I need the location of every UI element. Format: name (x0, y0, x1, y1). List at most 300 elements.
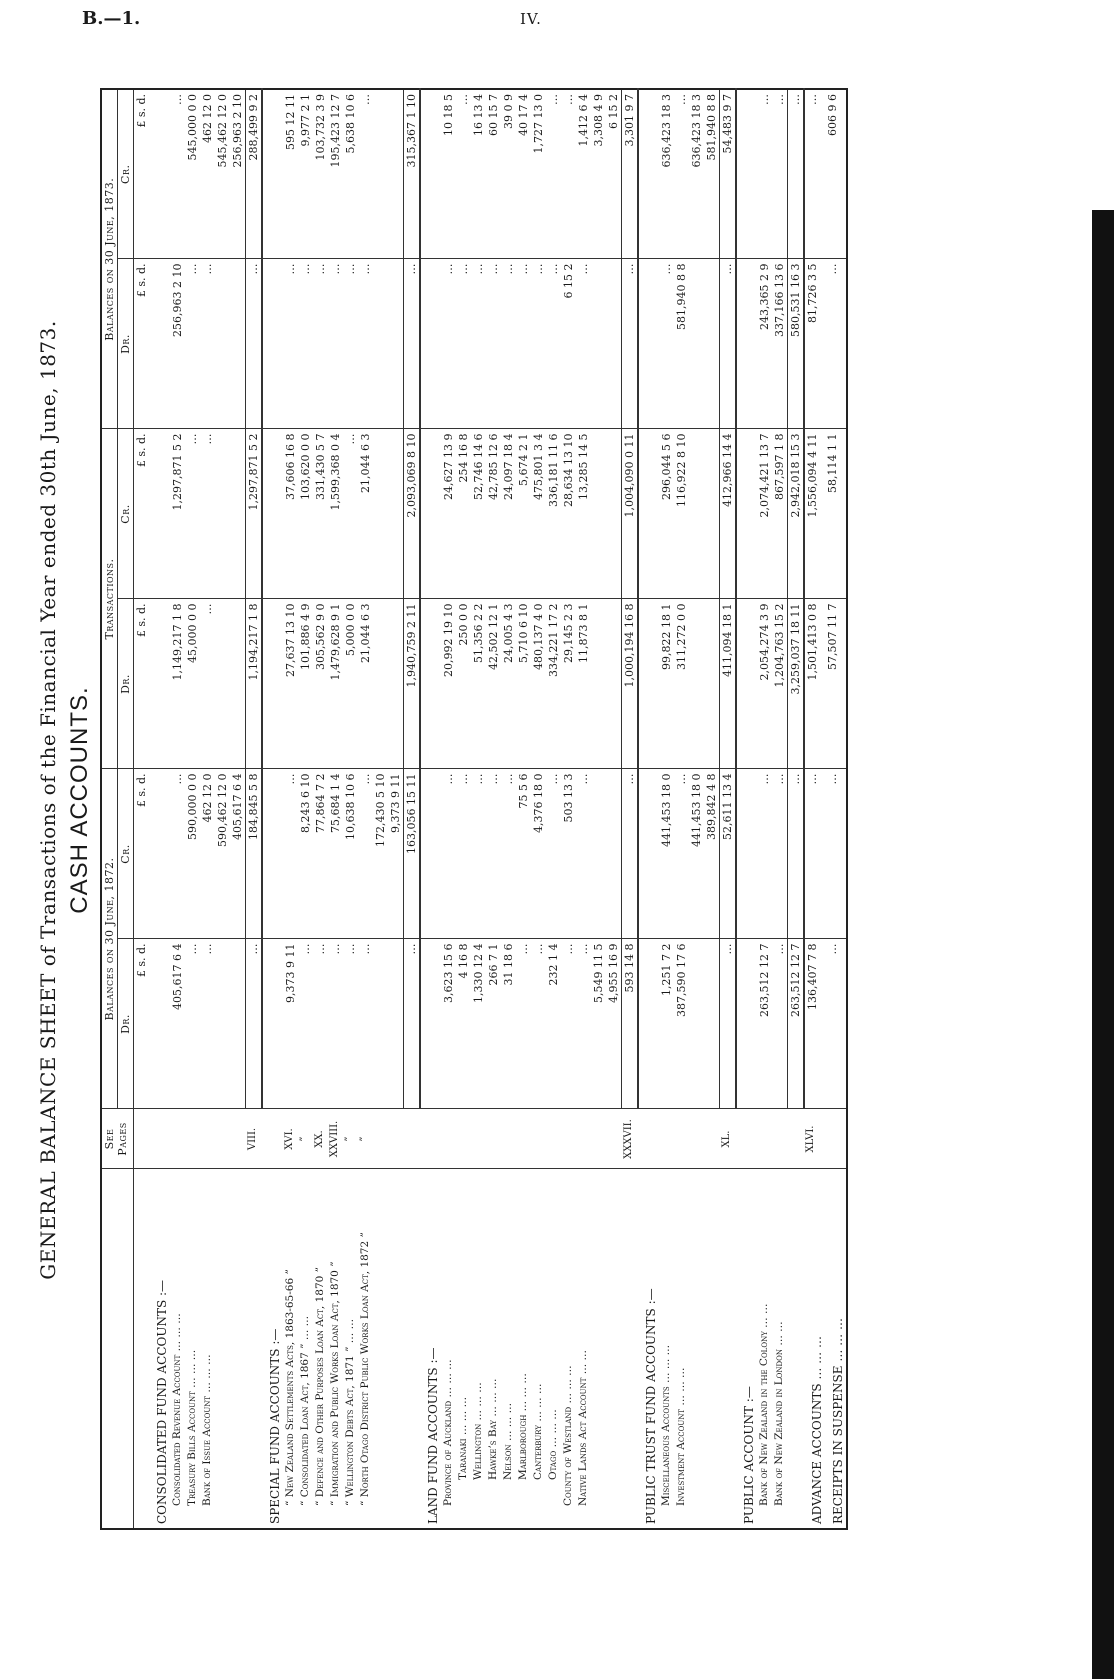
balances-1873-header: Balances on 30 June, 1873. (101, 89, 118, 429)
balance-1873-cr: 60 15 7 (486, 89, 501, 259)
transactions-cr: 24,097 18 4 (501, 429, 516, 599)
balance-1873-dr: … (659, 259, 674, 429)
transactions-dr: 250 0 0 (456, 599, 471, 769)
balance-1872-dr: 387,590 17 6 (674, 939, 689, 1109)
transactions-dr: 24,005 4 3 (501, 599, 516, 769)
account-name: Wellington … … … (471, 1169, 486, 1529)
balance-1873-cr: 581,940 8 8 (704, 89, 720, 259)
transactions-cr (388, 429, 404, 599)
unit-label: £ s. d. (134, 939, 150, 1109)
balance-1872-cr (736, 769, 757, 939)
balance-1872-cr: … (546, 769, 561, 939)
account-row (456, 89, 471, 1529)
balance-1872-cr: … (788, 769, 805, 939)
balance-1872-dr: 5,549 11 5 (591, 939, 606, 1109)
transactions-cr: 28,634 13 10 (561, 429, 576, 599)
balance-1873-cr: 606 9 6 (825, 89, 847, 259)
balance-1873-cr: 5,638 10 6 (343, 89, 358, 259)
balance-1872-cr: … (456, 769, 471, 939)
balance-1872-cr: … (622, 769, 639, 939)
account-name: Bank of New Zealand in the Colony … … (757, 1169, 772, 1529)
transactions-dr (591, 599, 606, 769)
see-page-ref (200, 1109, 215, 1169)
account-row (516, 89, 531, 1529)
balance-1873-cr: 595 12 11 (283, 89, 298, 259)
balance-1872-dr: … (343, 939, 358, 1109)
balance-1873-dr (373, 259, 388, 429)
account-row (200, 89, 215, 1529)
balance-1872-dr: … (185, 939, 200, 1109)
see-page-ref (486, 1109, 501, 1169)
transactions-dr: 57,507 11 7 (825, 599, 847, 769)
total-row (404, 89, 421, 1529)
balance-1872-cr: … (283, 769, 298, 939)
account-row (313, 89, 328, 1529)
transactions-cr: 2,074,421 13 7 (757, 429, 772, 599)
account-row (501, 89, 516, 1529)
transactions-dr: 1,149,217 1 8 (170, 599, 185, 769)
see-pages-header: See Pages (101, 1109, 134, 1169)
transactions-dr: 1,940,759 2 11 (404, 599, 421, 769)
balance-1873-dr: … (246, 259, 263, 429)
balance-1872-dr: 593 14 8 (622, 939, 639, 1109)
balance-1873-cr: … (358, 89, 373, 259)
balance-1873-dr (262, 259, 283, 429)
balance-1873-cr: … (757, 89, 772, 259)
see-page-ref (674, 1109, 689, 1169)
balance-1873-cr: … (561, 89, 576, 259)
balance-1872-cr: … (441, 769, 456, 939)
balance-1872-cr: 4,376 18 0 (531, 769, 546, 939)
balance-1872-cr: … (486, 769, 501, 939)
account-name (720, 1169, 737, 1529)
transactions-cr: 37,606 16 8 (283, 429, 298, 599)
balance-1873-dr: 256,963 2 10 (170, 259, 185, 429)
account-group-row (825, 89, 847, 1529)
transactions-cr: 103,620 0 0 (298, 429, 313, 599)
balance-1873-cr: … (772, 89, 788, 259)
balance-1872-cr (606, 769, 622, 939)
cr-header: Cr. (118, 89, 134, 259)
balance-1873-cr: 3,308 4 9 (591, 89, 606, 259)
see-page-ref: XXXVII. (622, 1109, 639, 1169)
account-row (328, 89, 343, 1529)
transactions-dr: 51,356 2 2 (471, 599, 486, 769)
account-name: “ North Otago District Public Works Loan Act, 1872 ” (358, 1169, 373, 1529)
balance-1873-dr (736, 259, 757, 429)
account-name: Province of Auckland … … … (441, 1169, 456, 1529)
see-page-ref (185, 1109, 200, 1169)
balance-1873-cr: 1,727 13 0 (531, 89, 546, 259)
balance-1872-dr: … (246, 939, 263, 1109)
balance-1873-dr (606, 259, 622, 429)
balance-1873-cr: 462 12 0 (200, 89, 215, 259)
balance-1873-dr (638, 259, 659, 429)
account-name: PUBLIC TRUST FUND ACCOUNTS :— (638, 1169, 659, 1529)
transactions-dr: 2,054,274 3 9 (757, 599, 772, 769)
see-page-ref (388, 1109, 404, 1169)
balance-1872-dr (373, 939, 388, 1109)
account-name: Bank of New Zealand in London … … (772, 1169, 788, 1529)
balance-1872-cr: … (358, 769, 373, 939)
balance-1873-dr: … (546, 259, 561, 429)
account-row (358, 89, 373, 1529)
transactions-dr: 5,000 0 0 (343, 599, 358, 769)
transactions-dr (262, 599, 283, 769)
transactions-dr (420, 599, 441, 769)
balance-1872-cr: … (757, 769, 772, 939)
balance-1873-cr: 16 13 4 (471, 89, 486, 259)
transactions-dr: 45,000 0 0 (185, 599, 200, 769)
balance-1873-dr: 581,940 8 8 (674, 259, 689, 429)
balance-1873-dr: … (200, 259, 215, 429)
transactions-dr: 29,145 2 3 (561, 599, 576, 769)
account-name: RECEIPTS IN SUSPENSE … … … (825, 1169, 847, 1529)
transactions-dr: … (200, 599, 215, 769)
balance-1873-dr: … (441, 259, 456, 429)
account-name: Marlborough … … … (516, 1169, 531, 1529)
account-name: Miscellaneous Accounts … … … (659, 1169, 674, 1529)
transactions-dr: 480,137 4 0 (531, 599, 546, 769)
balance-1873-cr (736, 89, 757, 259)
transactions-dr: 1,501,413 0 8 (804, 599, 825, 769)
balance-1873-dr: … (283, 259, 298, 429)
account-row (674, 89, 689, 1529)
balance-1872-dr: … (720, 939, 737, 1109)
transactions-dr (606, 599, 622, 769)
balance-1873-cr (373, 89, 388, 259)
account-group-row (638, 89, 659, 1529)
balance-1872-dr (230, 939, 246, 1109)
balance-1873-dr: … (328, 259, 343, 429)
balance-1873-cr: 315,367 1 10 (404, 89, 421, 259)
balance-1872-cr: 77,864 7 2 (313, 769, 328, 939)
balance-1873-dr: … (516, 259, 531, 429)
transactions-dr: 5,710 6 10 (516, 599, 531, 769)
transactions-dr (638, 599, 659, 769)
transactions-dr: 305,562 9 0 (313, 599, 328, 769)
dr-header: Dr. (118, 259, 134, 429)
rotated-balance-sheet (30, 40, 1090, 1560)
unit-label: £ s. d. (134, 89, 150, 259)
transactions-dr: 1,000,194 16 8 (622, 599, 639, 769)
balance-1873-dr: … (576, 259, 591, 429)
account-name: Native Lands Act Account … … (576, 1169, 591, 1529)
balance-1872-dr: … (313, 939, 328, 1109)
transactions-cr: 21,044 6 3 (358, 429, 373, 599)
balance-1872-cr: 405,617 6 4 (230, 769, 246, 939)
balance-1872-cr: … (825, 769, 847, 939)
balance-1873-cr: 10 18 5 (441, 89, 456, 259)
transactions-cr: 331,430 5 7 (313, 429, 328, 599)
see-page-ref: XXVIII. (328, 1109, 343, 1169)
balance-1873-dr: … (531, 259, 546, 429)
transactions-cr (420, 429, 441, 599)
see-page-ref (420, 1109, 441, 1169)
account-name (591, 1169, 606, 1529)
balance-1873-dr (215, 259, 230, 429)
balance-1872-dr: … (825, 939, 847, 1109)
see-page-ref (441, 1109, 456, 1169)
balance-1872-cr: 590,000 0 0 (185, 769, 200, 939)
balance-1873-dr (591, 259, 606, 429)
balance-1873-cr: 545,462 12 0 (215, 89, 230, 259)
balance-1872-dr: … (561, 939, 576, 1109)
cr-header: Cr. (118, 429, 134, 599)
account-name (230, 1169, 246, 1529)
balance-1873-dr (689, 259, 704, 429)
document-code: B.—1. (82, 8, 141, 29)
account-name (788, 1169, 805, 1529)
transactions-cr (373, 429, 388, 599)
see-page-ref (404, 1109, 421, 1169)
account-name (404, 1169, 421, 1529)
balance-1873-cr: 54,483 9 7 (720, 89, 737, 259)
see-page-ref (591, 1109, 606, 1169)
account-name: CONSOLIDATED FUND ACCOUNTS :— (149, 1169, 170, 1529)
transactions-dr: 99,822 18 1 (659, 599, 674, 769)
balance-1873-cr (388, 89, 404, 259)
account-name: “ Wellington Debts Act, 1871 ” … … (343, 1169, 358, 1529)
balance-1872-cr (149, 769, 170, 939)
balance-1872-dr: … (328, 939, 343, 1109)
balance-1872-dr: 1,330 12 4 (471, 939, 486, 1109)
balance-1872-cr: … (170, 769, 185, 939)
subtotal-row (591, 89, 606, 1529)
subtotal-row (388, 89, 404, 1529)
see-page-ref: VIII. (246, 1109, 263, 1169)
balance-1872-cr: … (576, 769, 591, 939)
see-page-ref (215, 1109, 230, 1169)
balance-1872-dr: 4,955 16 9 (606, 939, 622, 1109)
unit-label: £ s. d. (134, 769, 150, 939)
transactions-cr: 2,093,069 8 10 (404, 429, 421, 599)
account-name: Treasury Bills Account … … … (185, 1169, 200, 1529)
transactions-cr: 5,674 2 1 (516, 429, 531, 599)
balance-1873-cr (420, 89, 441, 259)
balance-1872-cr: 172,430 5 10 (373, 769, 388, 939)
balance-1872-dr (388, 939, 404, 1109)
transactions-dr: 311,272 0 0 (674, 599, 689, 769)
scan-edge (1092, 210, 1114, 1679)
total-row (788, 89, 805, 1529)
transactions-dr: 334,221 17 2 (546, 599, 561, 769)
account-name: “ Consolidated Loan Act, 1867 ” … … (298, 1169, 313, 1529)
transactions-cr (149, 429, 170, 599)
see-page-ref: ” (298, 1109, 313, 1169)
balance-1873-cr (638, 89, 659, 259)
balance-1872-dr: … (404, 939, 421, 1109)
document-title: GENERAL BALANCE SHEET of Transactions of the Financial Year ended 30th June, 1873. (36, 320, 60, 1280)
balance-1873-dr: … (456, 259, 471, 429)
account-group-row (262, 89, 283, 1529)
page-header (0, 0, 1114, 40)
account-row (546, 89, 561, 1529)
page-number: IV. (520, 10, 542, 28)
balance-1873-dr: … (622, 259, 639, 429)
currency-unit-row (134, 89, 150, 1529)
balance-1873-dr: … (358, 259, 373, 429)
balance-1873-cr: 1,412 6 4 (576, 89, 591, 259)
see-page-ref (546, 1109, 561, 1169)
see-page-ref (561, 1109, 576, 1169)
transactions-cr (638, 429, 659, 599)
account-name (246, 1169, 263, 1529)
balance-1873-cr: … (804, 89, 825, 259)
balance-1872-cr: 441,453 18 0 (689, 769, 704, 939)
account-name (689, 1169, 704, 1529)
balance-1872-dr: … (516, 939, 531, 1109)
balance-1872-dr (704, 939, 720, 1109)
account-row (576, 89, 591, 1529)
transactions-cr: 116,922 8 10 (674, 429, 689, 599)
see-page-ref: ” (343, 1109, 358, 1169)
section-title: CASH ACCOUNTS. (66, 686, 93, 914)
balance-1872-dr: 136,407 7 8 (804, 939, 825, 1109)
see-page-ref (638, 1109, 659, 1169)
balance-1872-dr: … (200, 939, 215, 1109)
balance-1872-dr (215, 939, 230, 1109)
balance-1872-dr: … (531, 939, 546, 1109)
balance-1873-cr: 6 15 2 (606, 89, 622, 259)
account-name: LAND FUND ACCOUNTS :— (420, 1169, 441, 1529)
balance-1873-cr: … (788, 89, 805, 259)
account-row (772, 89, 788, 1529)
see-page-ref (772, 1109, 788, 1169)
account-name (606, 1169, 622, 1529)
balance-1872-cr: 52,611 13 4 (720, 769, 737, 939)
balance-1872-dr: … (576, 939, 591, 1109)
see-page-ref (757, 1109, 772, 1169)
balances-1872-header: Balances on 30 June, 1872. (101, 769, 118, 1109)
balance-1872-cr: … (674, 769, 689, 939)
transactions-cr (736, 429, 757, 599)
balance-1873-dr: … (825, 259, 847, 429)
account-name: Nelson … … … (501, 1169, 516, 1529)
subtotal-row (215, 89, 230, 1529)
transactions-dr: 42,502 12 1 (486, 599, 501, 769)
transactions-dr: 1,194,217 1 8 (246, 599, 263, 769)
account-name: “ New Zealand Settlements Acts, 1863-65-66 ” (283, 1169, 298, 1529)
balance-1873-dr: … (343, 259, 358, 429)
balance-sheet-table (100, 88, 848, 1530)
balance-1873-cr: 288,499 9 2 (246, 89, 263, 259)
dr-header: Dr. (118, 599, 134, 769)
subtotal-row (606, 89, 622, 1529)
balance-1872-cr (591, 769, 606, 939)
transactions-cr: 475,801 3 4 (531, 429, 546, 599)
account-name (388, 1169, 404, 1529)
account-name: Investment Account … … … (674, 1169, 689, 1529)
balance-1872-dr: 263,512 12 7 (788, 939, 805, 1109)
transactions-dr: 27,637 13 10 (283, 599, 298, 769)
balance-1873-dr: … (185, 259, 200, 429)
balance-1872-dr (149, 939, 170, 1109)
balance-1873-dr: … (501, 259, 516, 429)
balance-1873-dr: 6 15 2 (561, 259, 576, 429)
see-page-ref (149, 1109, 170, 1169)
balance-1873-dr: 243,365 2 9 (757, 259, 772, 429)
balance-1873-cr: 40 17 4 (516, 89, 531, 259)
account-group-row (420, 89, 441, 1529)
see-page-ref (825, 1109, 847, 1169)
balance-1872-dr: 4 16 8 (456, 939, 471, 1109)
transactions-cr (591, 429, 606, 599)
balance-1872-cr: … (772, 769, 788, 939)
transactions-cr (230, 429, 246, 599)
balance-1872-dr (689, 939, 704, 1109)
balance-1873-dr: 81,726 3 5 (804, 259, 825, 429)
subtotal-row (373, 89, 388, 1529)
transactions-cr: … (343, 429, 358, 599)
balance-1872-cr: … (501, 769, 516, 939)
balance-1872-cr: 462 12 0 (200, 769, 215, 939)
see-page-ref (170, 1109, 185, 1169)
account-row (471, 89, 486, 1529)
account-row (757, 89, 772, 1529)
transactions-cr: … (200, 429, 215, 599)
balance-1873-cr: 103,732 3 9 (313, 89, 328, 259)
see-page-ref (736, 1109, 757, 1169)
balance-1872-dr: 232 1 4 (546, 939, 561, 1109)
transactions-cr: 1,297,871 5 2 (246, 429, 263, 599)
balance-1873-cr: 9,977 2 1 (298, 89, 313, 259)
account-row (298, 89, 313, 1529)
transactions-cr (606, 429, 622, 599)
transactions-cr: … (185, 429, 200, 599)
transactions-cr: 42,785 12 6 (486, 429, 501, 599)
transactions-cr: 254 16 8 (456, 429, 471, 599)
see-page-ref (230, 1109, 246, 1169)
see-page-ref (501, 1109, 516, 1169)
see-page-ref (373, 1109, 388, 1169)
balance-1872-cr: 75,684 1 4 (328, 769, 343, 939)
account-name: County of Westland … … … (561, 1169, 576, 1529)
account-name: ADVANCE ACCOUNTS … … … (804, 1169, 825, 1529)
transactions-dr (230, 599, 246, 769)
account-row (486, 89, 501, 1529)
balance-1873-cr (149, 89, 170, 259)
total-row (622, 89, 639, 1529)
account-name: “ Immigration and Public Works Loan Act, 1870 ” (328, 1169, 343, 1529)
see-page-ref (531, 1109, 546, 1169)
unit-label: £ s. d. (134, 429, 150, 599)
see-page-ref (659, 1109, 674, 1169)
balance-1873-dr: … (404, 259, 421, 429)
see-page-ref: ” (358, 1109, 373, 1169)
subtotal-row (230, 89, 246, 1529)
see-page-ref (704, 1109, 720, 1169)
balance-1873-cr: 195,423 12 7 (328, 89, 343, 259)
balance-1872-dr (736, 939, 757, 1109)
account-group-row (736, 89, 757, 1529)
transactions-dr: 21,044 6 3 (358, 599, 373, 769)
balance-1872-cr: 389,842 4 8 (704, 769, 720, 939)
account-name (704, 1169, 720, 1529)
account-row (531, 89, 546, 1529)
account-group-row (804, 89, 825, 1529)
balance-1872-dr: 266 7 1 (486, 939, 501, 1109)
balance-1872-dr: … (358, 939, 373, 1109)
transactions-cr (262, 429, 283, 599)
balance-1873-dr (704, 259, 720, 429)
unit-label: £ s. d. (134, 599, 150, 769)
transactions-cr: 24,627 13 9 (441, 429, 456, 599)
balance-1873-cr: 636,423 18 3 (659, 89, 674, 259)
balance-1873-dr (388, 259, 404, 429)
account-name: Taranaki … … … (456, 1169, 471, 1529)
balance-1873-cr: 256,963 2 10 (230, 89, 246, 259)
